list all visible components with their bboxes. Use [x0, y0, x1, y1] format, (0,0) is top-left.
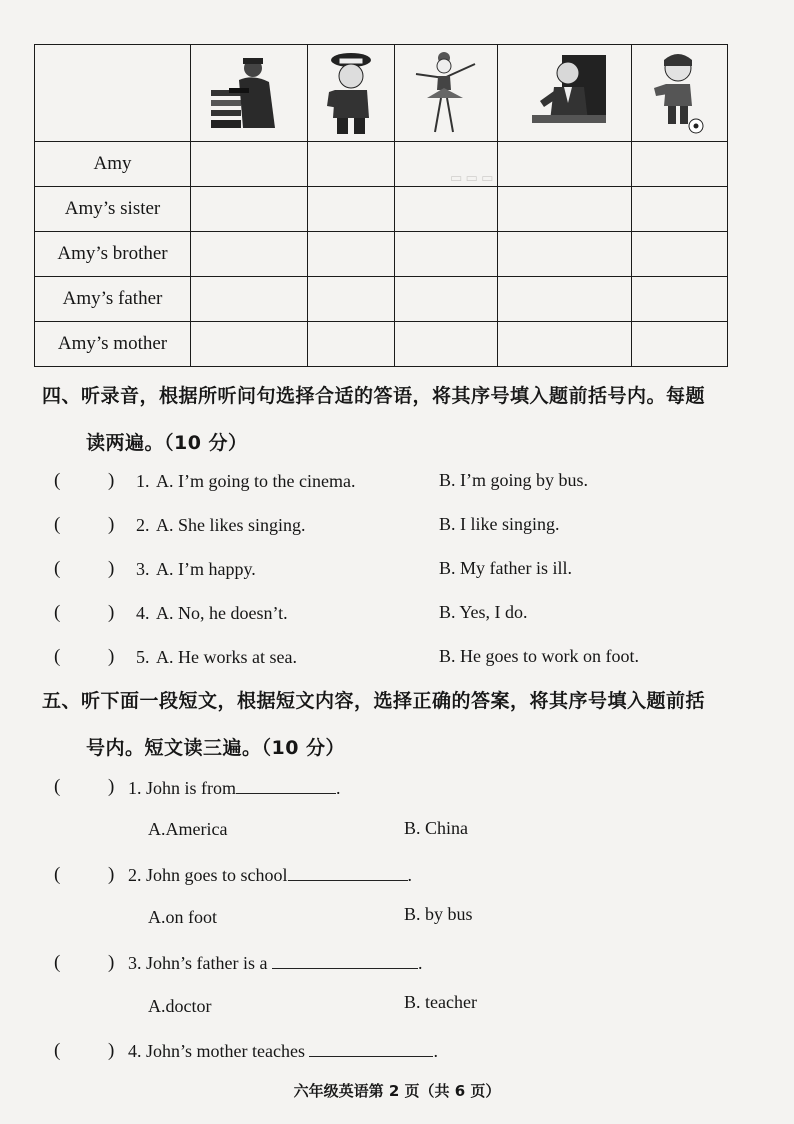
- question-end: .: [433, 1041, 438, 1061]
- answer-bracket-open[interactable]: (: [54, 602, 61, 623]
- row-label-amys-mother: Amy’s mother: [35, 322, 191, 367]
- question-number: 4.: [136, 603, 150, 623]
- option-b: B. by bus: [404, 904, 473, 924]
- answer-cell[interactable]: [395, 187, 497, 232]
- answer-cell[interactable]: [307, 277, 395, 322]
- option-b: B. teacher: [404, 992, 477, 1012]
- section-5-title-cont: 号内。短文读三遍。（10 分）: [86, 737, 346, 759]
- answer-blank[interactable]: [236, 777, 336, 794]
- answer-blank[interactable]: [309, 1040, 433, 1057]
- option-a: A. I’m happy.: [156, 559, 256, 579]
- option-a: A.America: [148, 819, 228, 839]
- option-b: B. He goes to work on foot.: [439, 646, 639, 666]
- answer-bracket-close: ): [108, 602, 115, 623]
- option-a: A. I’m going to the cinema.: [156, 471, 356, 491]
- table-corner-cell: [35, 45, 191, 142]
- answer-bracket-close: ): [108, 514, 115, 535]
- answer-bracket-open[interactable]: (: [54, 646, 61, 667]
- answer-cell[interactable]: [395, 277, 497, 322]
- answer-bracket-open[interactable]: (: [54, 470, 61, 491]
- question-end: .: [417, 953, 423, 973]
- footballer-icon: [631, 45, 728, 142]
- job-matching-table: [34, 44, 728, 367]
- question-end: .: [407, 865, 412, 885]
- answer-cell[interactable]: [631, 322, 728, 367]
- cook-icon: [191, 45, 308, 142]
- answer-cell[interactable]: [497, 142, 631, 187]
- question-stem-text: 3. John’s father is a: [128, 953, 268, 973]
- answer-bracket-close: ): [108, 646, 115, 667]
- answer-bracket-open[interactable]: (: [54, 776, 61, 797]
- answer-blank[interactable]: [272, 952, 418, 969]
- option-a: A. She likes singing.: [156, 515, 306, 535]
- answer-cell[interactable]: [191, 232, 308, 277]
- answer-cell[interactable]: [191, 142, 308, 187]
- answer-cell[interactable]: [631, 232, 728, 277]
- question-stem-text: 2. John goes to school: [128, 865, 288, 885]
- section-4-title: 四、听录音，根据所听问句选择合适的答语，将其序号填入题前括号内。每题: [42, 385, 706, 407]
- answer-cell[interactable]: [497, 187, 631, 232]
- page-footer: 六年级英语第 2 页（共 6 页）: [293, 1082, 501, 1100]
- row-label-amys-sister: Amy’s sister: [35, 187, 191, 232]
- answer-cell[interactable]: [307, 142, 395, 187]
- row-label-amy: Amy: [35, 142, 191, 187]
- answer-cell[interactable]: [631, 187, 728, 232]
- bleed-through: ▭ ▭ ▭: [450, 170, 494, 185]
- option-b: B. I like singing.: [439, 514, 560, 534]
- option-b: B. My father is ill.: [439, 558, 572, 578]
- answer-cell[interactable]: [395, 232, 497, 277]
- answer-bracket-open[interactable]: (: [54, 952, 61, 973]
- answer-cell[interactable]: [307, 232, 395, 277]
- answer-cell[interactable]: [395, 142, 497, 187]
- answer-cell[interactable]: [497, 232, 631, 277]
- businessman-icon: [497, 45, 631, 142]
- answer-cell[interactable]: [497, 277, 631, 322]
- question-stem: [128, 952, 422, 974]
- answer-cell[interactable]: [307, 187, 395, 232]
- question-number: 3.: [136, 559, 150, 579]
- row-label-amys-father: Amy’s father: [35, 277, 191, 322]
- dancer-icon: [395, 45, 497, 142]
- option-b: B. China: [404, 818, 469, 838]
- answer-cell[interactable]: [191, 277, 308, 322]
- option-a: A. He works at sea.: [156, 647, 297, 667]
- question-stem: [128, 864, 412, 886]
- question-number: 5.: [136, 647, 150, 667]
- answer-bracket-close: ): [108, 558, 115, 579]
- section-4-title-cont: 读两遍。（10 分）: [86, 432, 248, 454]
- answer-cell[interactable]: [631, 277, 728, 322]
- answer-bracket-open[interactable]: (: [54, 1040, 61, 1061]
- answer-blank[interactable]: [288, 864, 408, 881]
- answer-cell[interactable]: [631, 142, 728, 187]
- answer-bracket-open[interactable]: (: [54, 864, 61, 885]
- answer-bracket-close: ): [108, 776, 115, 797]
- answer-cell[interactable]: [191, 187, 308, 232]
- option-b: B. I’m going by bus.: [439, 470, 589, 490]
- question-number: 2.: [136, 515, 150, 535]
- question-end: .: [336, 778, 341, 798]
- answer-bracket-close: ): [108, 470, 115, 491]
- section-5-title: 五、听下面一段短文，根据短文内容，选择正确的答案，将其序号填入题前括: [42, 690, 706, 712]
- answer-bracket-close: ): [108, 864, 115, 885]
- answer-cell[interactable]: [307, 322, 395, 367]
- answer-bracket-open[interactable]: (: [54, 514, 61, 535]
- answer-bracket-close: ): [108, 1040, 115, 1061]
- answer-bracket-open[interactable]: (: [54, 558, 61, 579]
- row-label-amys-brother: Amy’s brother: [35, 232, 191, 277]
- option-a: A. No, he doesn’t.: [156, 603, 288, 623]
- answer-bracket-close: ): [108, 952, 115, 973]
- answer-cell[interactable]: [191, 322, 308, 367]
- option-a: A.doctor: [148, 996, 212, 1016]
- question-number: 1.: [136, 471, 150, 491]
- question-stem-text: 1. John is from: [128, 778, 236, 798]
- answer-cell[interactable]: [395, 322, 497, 367]
- option-b: B. Yes, I do.: [439, 602, 528, 622]
- question-stem: [128, 1040, 438, 1062]
- police-officer-icon: [307, 45, 395, 142]
- option-a: A.on foot: [148, 907, 217, 927]
- answer-cell[interactable]: [497, 322, 631, 367]
- question-stem: [128, 777, 341, 799]
- question-stem-text: 4. John’s mother teaches: [128, 1041, 305, 1061]
